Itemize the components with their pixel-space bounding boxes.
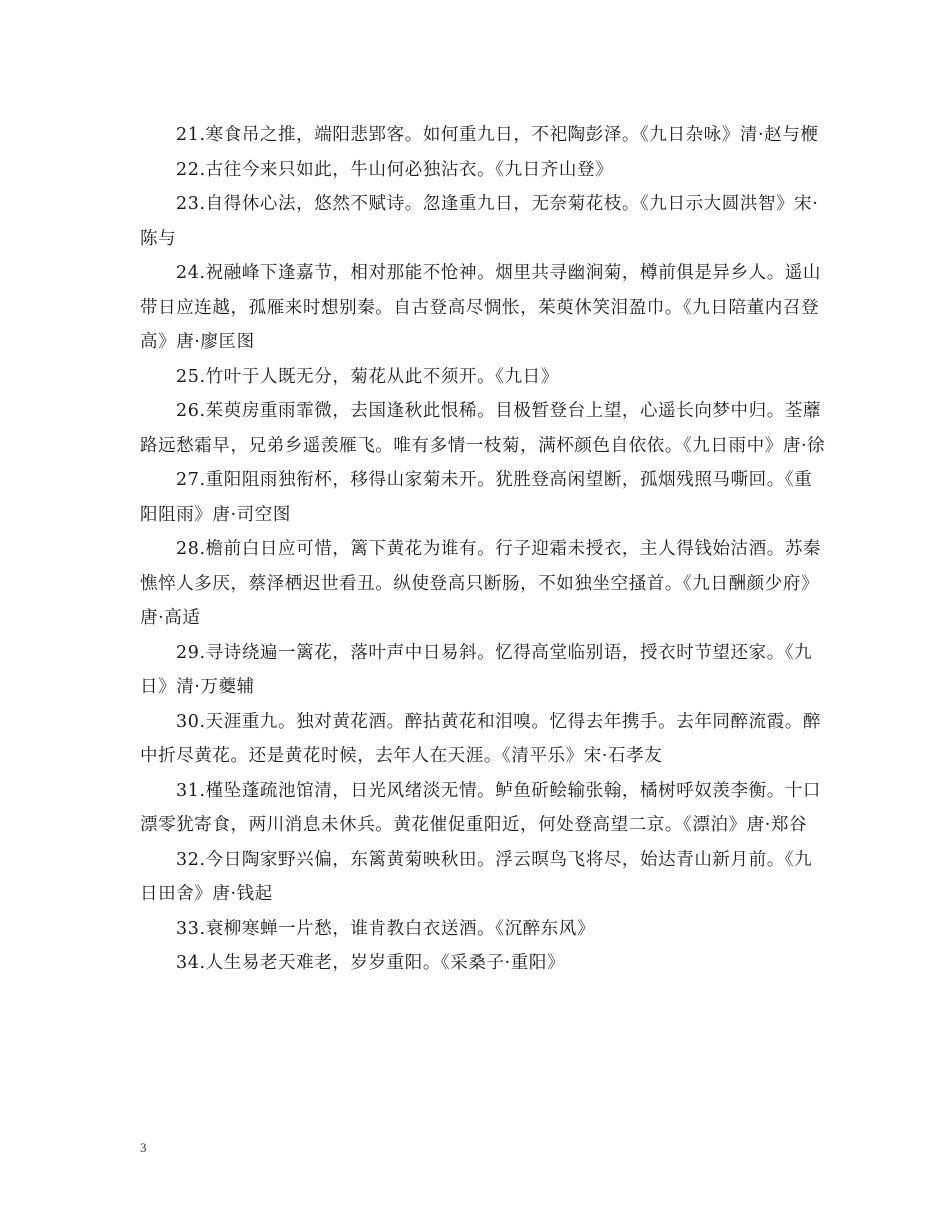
poem-entry-31: 31.槿坠蓬疏池馆清，日光风绪淡无情。鲈鱼斫鲙输张翰，橘树呼奴羡李衡。十口漂零犹寄食，两川消息未休兵。黄花催促重阳近，何处登高望二京。《漂泊》唐·郑谷 — [140, 780, 822, 835]
poem-entry-29: 29.寻诗绕遍一篱花，落叶声中日易斜。忆得高堂临别语，授衣时节望还家。《九日》清·万夔辅 — [140, 642, 813, 697]
poem-entry-24: 24.祝融峰下逢嘉节，相对那能不怆神。烟里共寻幽涧菊，樽前俱是异乡人。遥山带日应连越，孤雁来时想别秦。自古登高尽惆怅，茱萸休笑泪盈巾。《九日陪董内召登高》唐·廖匡图 — [140, 263, 822, 352]
poem-entry-22: 22.古往今来只如此，牛山何必独沾衣。《九日齐山登》 — [176, 159, 614, 180]
poem-entry-34: 34.人生易老天难老，岁岁重阳。《采桑子·重阳》 — [176, 953, 566, 973]
poem-entry-27: 27.重阳阻雨独衔杯，移得山家菊未开。犹胜登高闲望断，孤烟残照马嘶回。《重阳阻雨》唐·司空图 — [140, 470, 813, 525]
poem-entry-32: 32.今日陶家野兴偏，东篱黄菊映秋田。浮云暝鸟飞将尽，始达青山新月前。《九日田舍》唐·钱起 — [140, 849, 813, 904]
page-number: 3 — [140, 1140, 147, 1155]
poem-list — [140, 118, 830, 981]
poem-entry-26: 26.茱萸房重雨霏微，去国逢秋此恨稀。目极暂登台上望，心遥长向梦中归。荃蘼路远愁霜早，兄弟乡遥羡雁飞。唯有多情一枝菊，满杯颜色自依依。《九日雨中》唐·徐 — [140, 401, 826, 456]
poem-entry-23: 23.自得休心法，悠然不赋诗。忽逢重九日，无奈菊花枝。《九日示大圆洪智》宋·陈与 — [140, 194, 819, 249]
poem-entry-33: 33.衰柳寒蝉一片愁，谁肯教白衣送酒。《沉醉东风》 — [176, 918, 596, 939]
poem-entry-28: 28.檐前白日应可惜，篱下黄花为谁有。行子迎霜未授衣，主人得钱始沽酒。苏秦憔悴人多厌，蔡泽栖迟世看丑。纵使登高只断肠，不如独坐空搔首。《九日酬颜少府》唐·高适 — [140, 539, 822, 628]
poem-entry-25: 25.竹叶于人既无分，菊花从此不须开。《九日》 — [176, 366, 559, 387]
poem-entry-21: 21.寒食吊之推，端阳悲郢客。如何重九日，不祀陶彭泽。《九日杂咏》清·赵与楩 — [176, 125, 819, 145]
poem-entry-30: 30.天涯重九。独对黄花酒。醉拈黄花和泪嗅。忆得去年携手。去年同醉流霞。醉中折尽黄花。还是黄花时候，去年人在天涯。《清平乐》宋·石孝友 — [140, 711, 822, 766]
